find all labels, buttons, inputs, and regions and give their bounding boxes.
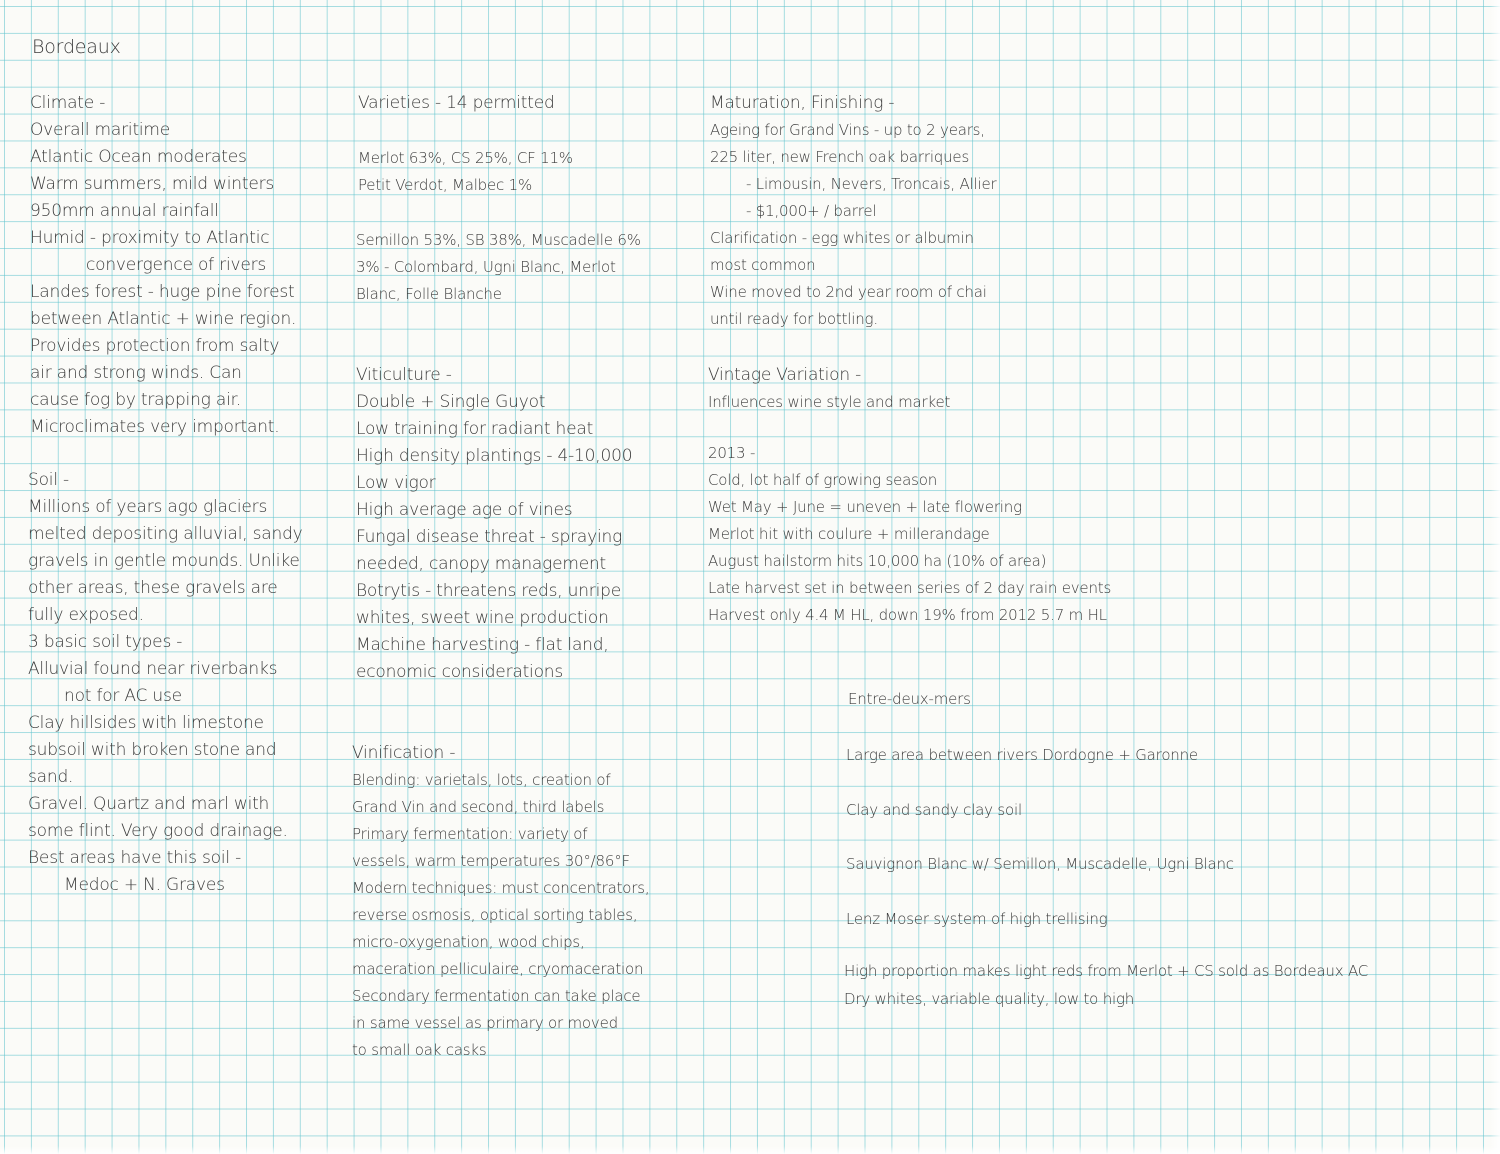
note-line: Provides protection from salty	[30, 336, 280, 356]
note-line: 3% - Colombard, Ugni Blanc, Merlot	[356, 258, 616, 276]
note-line: Landes forest - huge pine forest	[30, 282, 295, 302]
section-heading-soil: Soil -	[28, 470, 69, 490]
soil-section	[28, 467, 303, 899]
note-line: Low training for radiant heat	[356, 419, 594, 439]
note-line: 950mm annual rainfall	[30, 201, 219, 221]
note-line: Microclimates very important.	[30, 417, 280, 437]
year-2013-section	[708, 440, 1111, 629]
note-line: cause fog by trapping air.	[30, 390, 242, 410]
note-line: Blanc, Folle Blanche	[356, 285, 502, 303]
note-line: most common	[710, 256, 816, 274]
note-line: not for AC use	[64, 686, 182, 706]
section-heading-climate: Climate -	[30, 93, 106, 113]
note-line: vessels, warm temperatures 30°/86°F	[352, 852, 630, 870]
note-line: Dry whites, variable quality, low to high	[844, 990, 1135, 1008]
note-line: Medoc + N. Graves	[64, 875, 225, 895]
note-line: Atlantic Ocean moderates	[30, 147, 247, 167]
note-line: economic considerations	[356, 662, 563, 682]
note-line: some flint. Very good drainage.	[28, 821, 288, 841]
note-line: sand.	[28, 767, 74, 787]
climate-section	[30, 90, 296, 441]
note-line: Merlot 63%, CS 25%, CF 11%	[358, 149, 573, 167]
varieties-white	[356, 227, 641, 308]
note-line: - $1,000+ / barrel	[746, 202, 877, 220]
note-line: melted depositing alluvial, sandy	[28, 524, 303, 544]
paper-edge	[1490, 0, 1500, 1154]
note-line: other areas, these gravels are	[28, 578, 278, 598]
paper-edge	[0, 1146, 1500, 1154]
note-line: - Limousin, Nevers, Troncais, Allier	[746, 175, 997, 193]
note-line: to small oak casks	[352, 1041, 487, 1059]
vintage-section	[708, 362, 950, 416]
note-line: Gravel. Quartz and marl with	[28, 794, 270, 814]
note-line: High average age of vines	[356, 500, 573, 520]
entre-deux-mers-section	[848, 686, 971, 713]
note-line: Merlot hit with coulure + millerandage	[708, 525, 990, 543]
section-heading-vintage: Vintage Variation -	[708, 365, 862, 385]
note-line: Low vigor	[356, 473, 436, 493]
note-line: fully exposed.	[28, 605, 144, 625]
note-line: Best areas have this soil -	[28, 848, 242, 868]
section-heading-varieties: Varieties - 14 permitted	[358, 93, 555, 113]
note-line: Petit Verdot, Malbec 1%	[358, 176, 533, 194]
note-line: micro-oxygenation, wood chips,	[352, 933, 585, 951]
note-line: Machine harvesting - flat land,	[356, 635, 609, 655]
note-line: Clarification - egg whites or albumin	[710, 229, 974, 247]
section-heading-maturation: Maturation, Finishing -	[710, 93, 895, 113]
note-line: Grand Vin and second, third labels	[352, 798, 605, 816]
note-line: 3 basic soil types -	[28, 632, 183, 652]
note-line: Clay hillsides with limestone	[28, 713, 264, 733]
section-heading-viticulture: Viticulture -	[356, 365, 452, 385]
note-line: Semillon 53%, SB 38%, Muscadelle 6%	[356, 231, 641, 249]
note-line: Cold, lot half of growing season	[708, 471, 938, 489]
note-line: convergence of rivers	[86, 255, 267, 275]
viticulture-section	[356, 362, 632, 686]
maturation-section	[710, 90, 997, 333]
note-line: Ageing for Grand Vins - up to 2 years,	[710, 121, 985, 139]
note-line: Warm summers, mild winters	[30, 174, 275, 194]
note-line: between Atlantic + wine region.	[30, 309, 297, 329]
note-line: August hailstorm hits 10,000 ha (10% of area)	[708, 552, 1047, 570]
note-line: Primary fermentation: variety of	[352, 825, 588, 843]
note-line: Wet May + June = uneven + late flowering	[708, 498, 1022, 516]
note-line: whites, sweet wine production	[356, 608, 609, 628]
note-line: Millions of years ago glaciers	[28, 497, 268, 517]
vinification-section	[352, 740, 649, 1064]
varieties-red	[358, 145, 573, 199]
note-line: Clay and sandy clay soil	[846, 801, 1022, 819]
note-line: air and strong winds. Can	[30, 363, 242, 383]
note-line: Large area between rivers Dordogne + Garonne	[846, 746, 1198, 764]
section-heading-2013: 2013 -	[708, 444, 756, 462]
section-heading-vinification: Vinification -	[352, 743, 456, 763]
note-line: Sauvignon Blanc w/ Semillon, Muscadelle, Ugni Blanc	[846, 855, 1234, 873]
section-heading-entre-deux-mers: Entre-deux-mers	[848, 690, 971, 708]
varieties-section	[358, 90, 555, 117]
page-title: Bordeaux	[32, 36, 121, 58]
note-line: High density plantings - 4-10,000	[356, 446, 633, 466]
note-line: Secondary fermentation can take place	[352, 987, 641, 1005]
note-line: needed, canopy management	[356, 554, 607, 574]
note-line: Overall maritime	[30, 120, 171, 140]
note-line: Double + Single Guyot	[356, 392, 546, 412]
note-line: until ready for bottling.	[710, 310, 878, 328]
note-line: Botrytis - threatens reds, unripe	[356, 581, 621, 601]
note-line: Humid - proximity to Atlantic	[30, 228, 270, 248]
note-line: Alluvial found near riverbanks	[28, 659, 278, 679]
note-line: Fungal disease threat - spraying	[356, 527, 623, 547]
note-line: Influences wine style and market	[708, 393, 951, 411]
note-line: Wine moved to 2nd year room of chai	[710, 283, 987, 301]
note-line: 225 liter, new French oak barriques	[710, 148, 970, 166]
note-line: Blending: varietals, lots, creation of	[352, 771, 611, 789]
note-line: in same vessel as primary or moved	[352, 1014, 618, 1032]
note-line: High proportion makes light reds from Merlot + CS sold as Bordeaux AC	[844, 962, 1369, 980]
note-line: Harvest only 4.4 M HL, down 19% from 2012 5.7 m HL	[708, 606, 1107, 624]
note-line: Lenz Moser system of high trellising	[846, 910, 1108, 928]
note-line: subsoil with broken stone and	[28, 740, 277, 760]
note-line: reverse osmosis, optical sorting tables,	[352, 906, 638, 924]
note-line: maceration pelliculaire, cryomaceration	[352, 960, 644, 978]
note-line: Late harvest set in between series of 2 day rain events	[708, 579, 1112, 597]
note-line: Modern techniques: must concentrators,	[352, 879, 650, 897]
note-line: gravels in gentle mounds. Unlike	[28, 551, 300, 571]
